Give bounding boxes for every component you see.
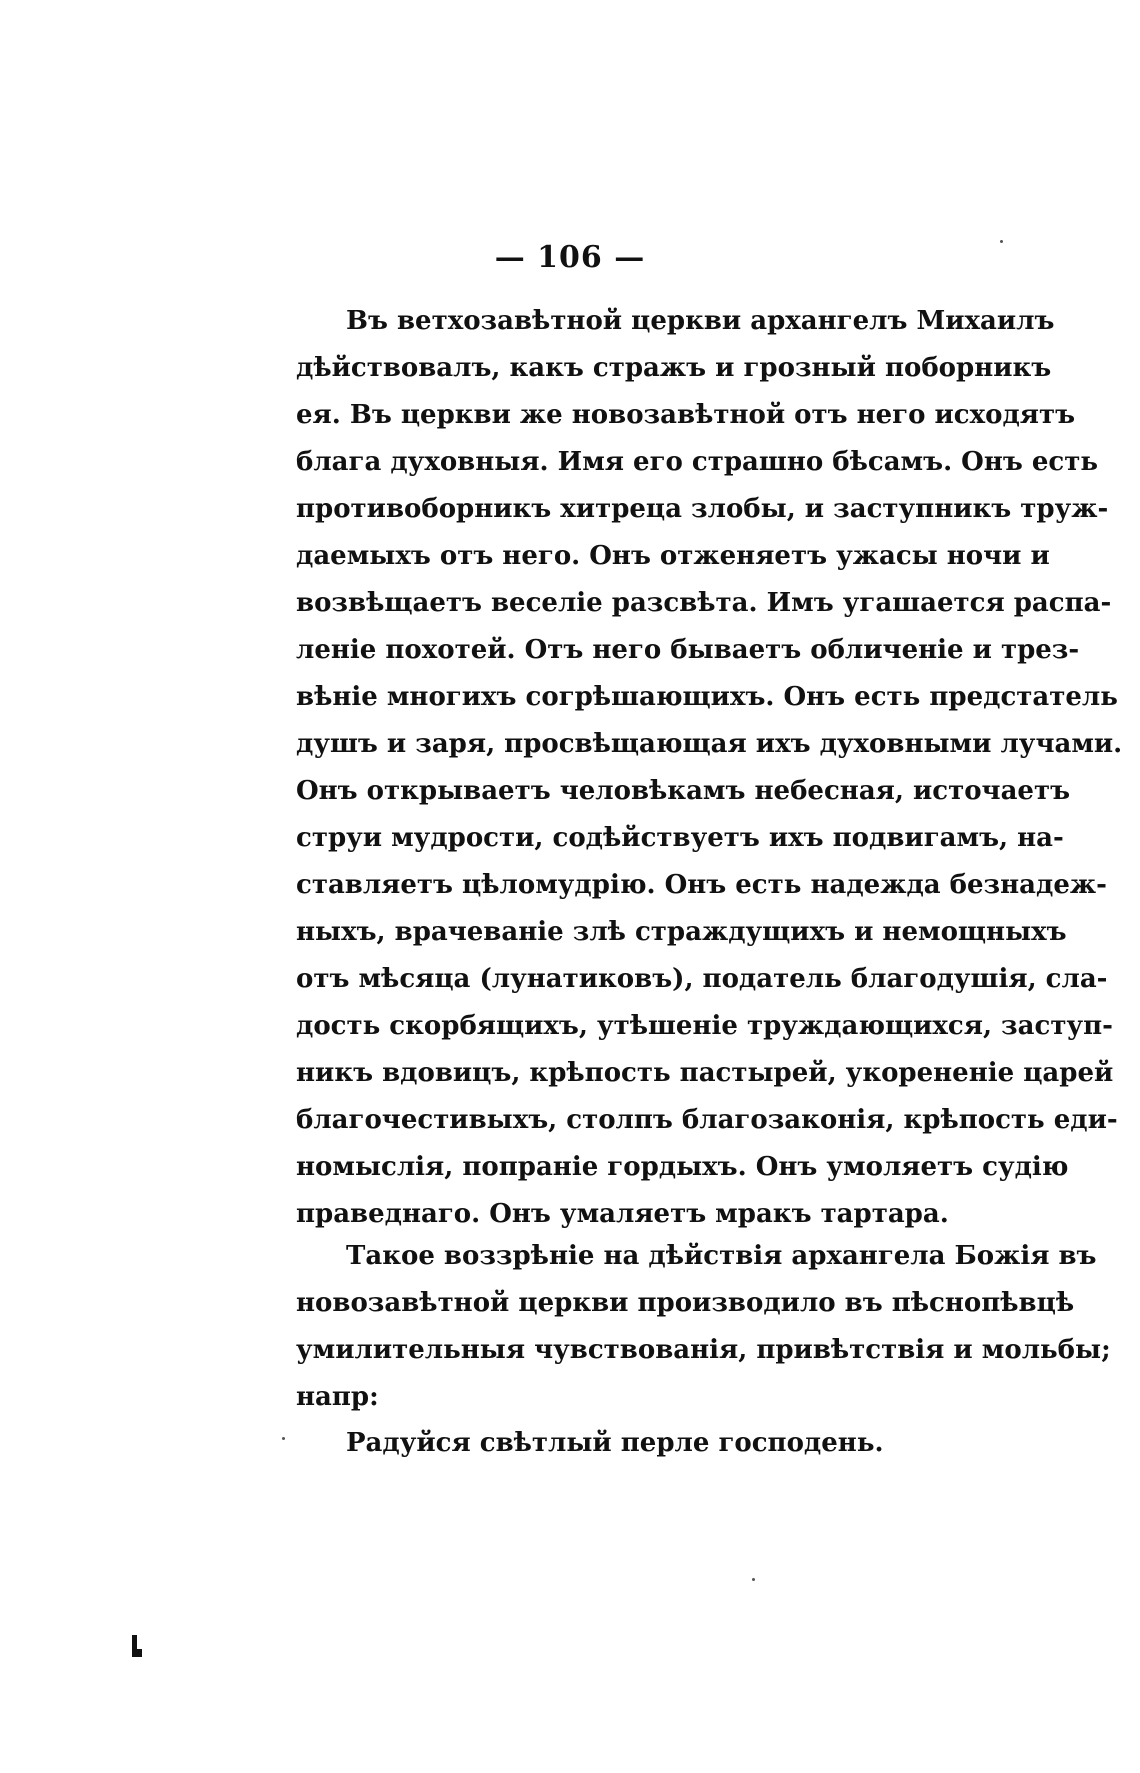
- text-line: умилительныя чувствованія, привѣтствія и мольбы;: [296, 1335, 1111, 1365]
- print-speck: [132, 1635, 137, 1657]
- paragraph-hymn-quote: [296, 1420, 986, 1467]
- text-line: ныхъ, врачеваніе злѣ страждущихъ и немощныхъ: [296, 917, 1067, 947]
- paragraph-archangel-michael: [296, 298, 1123, 1238]
- text-line: Радуйся свѣтлый перле господень.: [346, 1428, 884, 1458]
- text-line: благочестивыхъ, столпъ благозаконія, крѣпость еди-: [296, 1105, 1118, 1135]
- text-line: напр:: [296, 1382, 379, 1412]
- text-line: номыслія, попраніе гордыхъ. Онъ умоляетъ судію: [296, 1152, 1069, 1182]
- text-line: отъ мѣсяца (лунатиковъ), податель благодушія, сла-: [296, 964, 1108, 994]
- print-dot: [282, 1437, 285, 1440]
- text-line: праведнаго. Онъ умаляетъ мракъ тартара.: [296, 1199, 949, 1229]
- page-number: — 106 —: [494, 240, 646, 275]
- text-line: блага духовныя. Имя его страшно бѣсамъ. Онъ есть: [296, 447, 1098, 477]
- text-line: ставляетъ цѣломудрію. Онъ есть надежда безнадеж-: [296, 870, 1107, 900]
- text-line: вѣніе многихъ согрѣшающихъ. Онъ есть предстатель: [296, 682, 1118, 712]
- text-line: даемыхъ отъ него. Онъ отженяетъ ужасы ночи и: [296, 541, 1050, 571]
- text-line: душъ и заря, просвѣщающая ихъ духовными лучами.: [296, 729, 1123, 759]
- text-line: возвѣщаетъ веселіе разсвѣта. Имъ угашается распа-: [296, 588, 1112, 618]
- text-line: никъ вдовицъ, крѣпость пастырей, укорененіе царей: [296, 1058, 1114, 1088]
- text-line: Онъ открываетъ человѣкамъ небесная, источаетъ: [296, 776, 1071, 806]
- text-line: Въ ветхозавѣтной церкви архангелъ Михаилъ: [346, 306, 1055, 336]
- text-line: дость скорбящихъ, утѣшеніе труждающихся, заступ-: [296, 1011, 1113, 1041]
- print-dot: [752, 1578, 755, 1581]
- text-line: противоборникъ хитреца злобы, и заступникъ труж-: [296, 494, 1109, 524]
- text-line: новозавѣтной церкви производило въ пѣснопѣвцѣ: [296, 1288, 1075, 1318]
- text-line: Такое воззрѣніе на дѣйствія архангела Божія въ: [346, 1241, 1097, 1271]
- text-line: леніе похотей. Отъ него бываетъ обличеніе и трез-: [296, 635, 1080, 665]
- print-dot: [1000, 240, 1003, 243]
- text-line: дѣйствовалъ, какъ стражъ и грозный поборникъ: [296, 353, 1052, 383]
- text-line: струи мудрости, содѣйствуетъ ихъ подвигамъ, на-: [296, 823, 1064, 853]
- paragraph-view-of-archangel: [296, 1233, 1111, 1421]
- text-line: ея. Въ церкви же новозавѣтной отъ него исходятъ: [296, 400, 1076, 430]
